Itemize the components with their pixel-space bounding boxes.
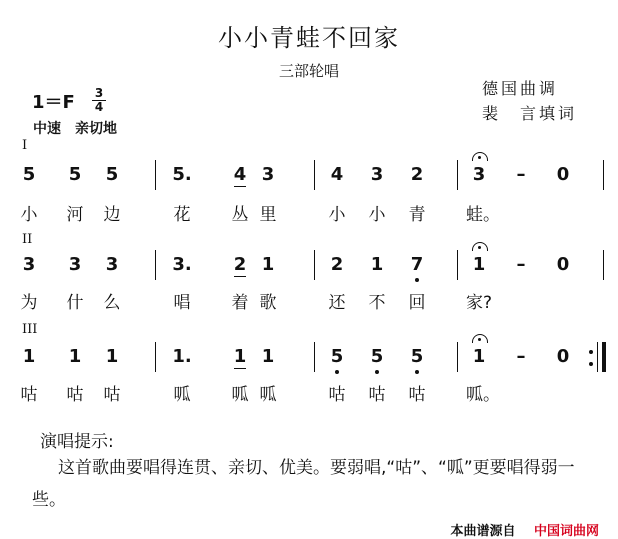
lyric: 里 (259, 205, 277, 225)
song-title: 小小青蛙不回家 (218, 24, 400, 52)
barline (457, 160, 458, 190)
lyric: 小 (20, 205, 38, 225)
lyric: 呱。 (466, 385, 500, 405)
lyric: 咕 (66, 385, 84, 405)
note: 5 (105, 164, 119, 185)
note: 5. (172, 164, 192, 185)
lyric: 还 (328, 293, 346, 313)
note: 5 (410, 346, 424, 367)
lyric: 咕 (408, 385, 426, 405)
composer-credit: 德国曲调 (482, 79, 559, 98)
lyric: 咕 (328, 385, 346, 405)
note: 4 (330, 164, 344, 185)
lyric: 歌 (259, 293, 277, 313)
final-barline-thick (602, 342, 606, 372)
time-signature-top: 3 (94, 86, 104, 100)
lyric: 花 (173, 205, 191, 225)
note: 1 (370, 254, 384, 275)
part-label-2: II (22, 232, 33, 247)
note: 3. (172, 254, 192, 275)
key-signature: 1＝F (32, 92, 75, 113)
barline (155, 160, 156, 190)
lyric: 青 (408, 205, 426, 225)
song-subtitle: 三部轮唱 (278, 62, 339, 80)
barline (457, 342, 458, 372)
barline (603, 160, 604, 190)
lyric: 咕 (20, 385, 38, 405)
note: 1 (472, 346, 486, 367)
part-label-1: I (22, 138, 28, 153)
lyric: 蛙。 (466, 205, 500, 225)
eighth-underline (234, 186, 246, 187)
lyric: 丛 (231, 205, 249, 225)
note: 2 (233, 254, 247, 275)
singing-tips-title: 演唱提示: (40, 432, 114, 452)
dash: – (516, 164, 526, 185)
lyric: 咕 (368, 385, 386, 405)
note: 1 (68, 346, 82, 367)
low-octave-dot (335, 370, 339, 374)
source-site-link[interactable]: 中国词曲网 (533, 524, 599, 539)
note: 1 (22, 346, 36, 367)
barline (314, 160, 315, 190)
note: 5 (370, 346, 384, 367)
time-signature (92, 88, 106, 113)
eighth-underline (234, 276, 246, 277)
eighth-underline (234, 368, 246, 369)
tempo-marking: 中速 亲切地 (33, 121, 117, 137)
note: 1 (472, 254, 486, 275)
note: 4 (233, 164, 247, 185)
lyric: 河 (66, 205, 84, 225)
fermata-icon (472, 334, 488, 343)
dash: – (516, 346, 526, 367)
barline (155, 250, 156, 280)
lyric: 呱 (173, 385, 191, 405)
note: 1 (105, 346, 119, 367)
lyric: 为 (20, 293, 38, 313)
note: 5 (22, 164, 36, 185)
note: 1 (261, 346, 275, 367)
lyric: 么 (103, 293, 121, 313)
repeat-dot (589, 362, 593, 366)
note: 2 (410, 164, 424, 185)
part-label-3: III (22, 322, 38, 337)
fermata-icon (472, 242, 488, 251)
note: 0 (556, 254, 570, 275)
note: 1. (172, 346, 192, 367)
note: 1 (261, 254, 275, 275)
note: 3 (105, 254, 119, 275)
lyric: 着 (231, 293, 249, 313)
lyric: 边 (103, 205, 121, 225)
lyric: 呱 (259, 385, 277, 405)
repeat-dot (589, 350, 593, 354)
note: 3 (22, 254, 36, 275)
note: 5 (330, 346, 344, 367)
low-octave-dot (375, 370, 379, 374)
fermata-icon (472, 152, 488, 161)
low-octave-dot (415, 278, 419, 282)
source-label: 本曲谱源自 (450, 524, 516, 539)
note: 1 (233, 346, 247, 367)
time-signature-bottom: 4 (94, 100, 104, 114)
barline (314, 250, 315, 280)
singing-tips-body: 这首歌曲要唱得连贯、亲切、优美。要弱唱,“咕”、“呱”更要唱得弱一些。 (32, 458, 575, 510)
lyric: 呱 (231, 385, 249, 405)
lyric: 回 (408, 293, 426, 313)
lyric: 唱 (173, 293, 191, 313)
barline (457, 250, 458, 280)
note: 3 (68, 254, 82, 275)
lyric: 不 (368, 293, 386, 313)
note: 3 (261, 164, 275, 185)
barline (603, 250, 604, 280)
lyric: 小 (368, 205, 386, 225)
note: 3 (370, 164, 384, 185)
lyric: 咕 (103, 385, 121, 405)
lyricist-credit: 裴 言填词 (482, 104, 578, 123)
barline (155, 342, 156, 372)
note: 0 (556, 164, 570, 185)
final-barline-thin (597, 342, 598, 372)
note: 0 (556, 346, 570, 367)
barline (314, 342, 315, 372)
low-octave-dot (415, 370, 419, 374)
note: 3 (472, 164, 486, 185)
lyric: 小 (328, 205, 346, 225)
note: 7 (410, 254, 424, 275)
lyric: 家? (466, 293, 493, 313)
dash: – (516, 254, 526, 275)
note: 5 (68, 164, 82, 185)
note: 2 (330, 254, 344, 275)
lyric: 什 (66, 293, 84, 313)
source-attribution (450, 520, 599, 539)
